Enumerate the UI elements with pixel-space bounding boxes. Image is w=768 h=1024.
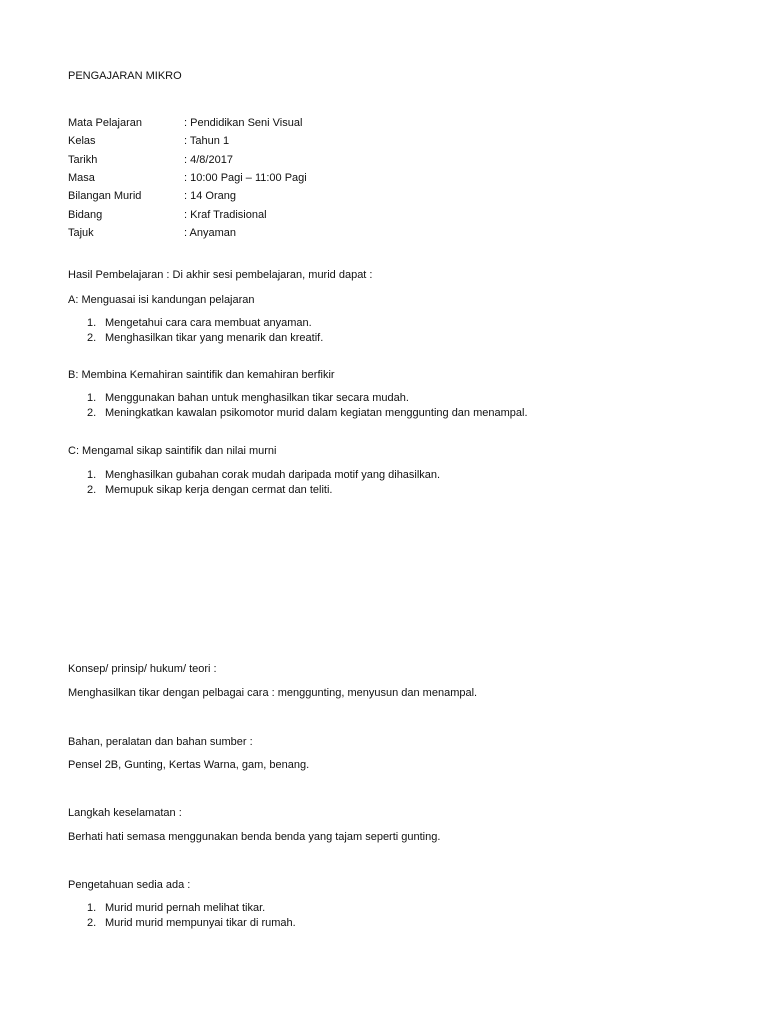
info-label: Tarikh [68,154,98,166]
document-title: PENGAJARAN MIKRO [68,70,182,82]
info-label: Bidang [68,209,103,221]
keselamatan-text: Berhati hati semasa menggunakan benda benda yang tajam seperti gunting. [68,831,441,843]
list-number: 1. [87,902,97,914]
list-item: Meningkatkan kawalan psikomotor murid dalam kegiatan menggunting dan menampal. [105,407,528,419]
section-heading: C: Mengamal sikap saintifik dan nilai murni [68,445,277,457]
info-label: Masa [68,172,95,184]
konsep-heading: Konsep/ prinsip/ hukum/ teori : [68,663,217,675]
info-value: : Tahun 1 [184,135,230,147]
pengetahuan-heading: Pengetahuan sedia ada : [68,879,191,891]
info-value: : 4/8/2017 [184,154,233,166]
list-number: 2. [87,484,97,496]
info-value: : Pendidikan Seni Visual [184,117,303,129]
info-label: Mata Pelajaran [68,117,142,129]
info-value: : Kraf Tradisional [184,209,267,221]
info-value: : 10:00 Pagi – 11:00 Pagi [184,172,307,184]
list-item: Memupuk sikap kerja dengan cermat dan teliti. [105,484,333,496]
keselamatan-heading: Langkah keselamatan : [68,807,182,819]
list-number: 2. [87,332,97,344]
section-heading: A: Menguasai isi kandungan pelajaran [68,294,255,306]
info-label: Kelas [68,135,96,147]
list-number: 1. [87,392,97,404]
bahan-heading: Bahan, peralatan dan bahan sumber : [68,736,253,748]
list-number: 1. [87,469,97,481]
list-item: Murid murid pernah melihat tikar. [105,902,266,914]
section-heading: B: Membina Kemahiran saintifik dan kemahiran berfikir [68,369,335,381]
info-value: : Anyaman [184,227,236,239]
list-item: Mengetahui cara cara membuat anyaman. [105,317,312,329]
info-label: Tajuk [68,227,94,239]
bahan-text: Pensel 2B, Gunting, Kertas Warna, gam, benang. [68,759,310,771]
info-value: : 14 Orang [184,190,236,202]
list-item: Menghasilkan tikar yang menarik dan kreatif. [105,332,324,344]
info-label: Bilangan Murid [68,190,142,202]
list-item: Menghasilkan gubahan corak mudah daripada motif yang dihasilkan. [105,469,441,481]
list-item: Murid murid mempunyai tikar di rumah. [105,917,296,929]
konsep-text: Menghasilkan tikar dengan pelbagai cara : menggunting, menyusun dan menampal. [68,687,478,699]
list-number: 1. [87,317,97,329]
list-item: Menggunakan bahan untuk menghasilkan tikar secara mudah. [105,392,409,404]
list-number: 2. [87,917,97,929]
list-number: 2. [87,407,97,419]
outcomes-intro: Hasil Pembelajaran : Di akhir sesi pembelajaran, murid dapat : [68,269,373,281]
